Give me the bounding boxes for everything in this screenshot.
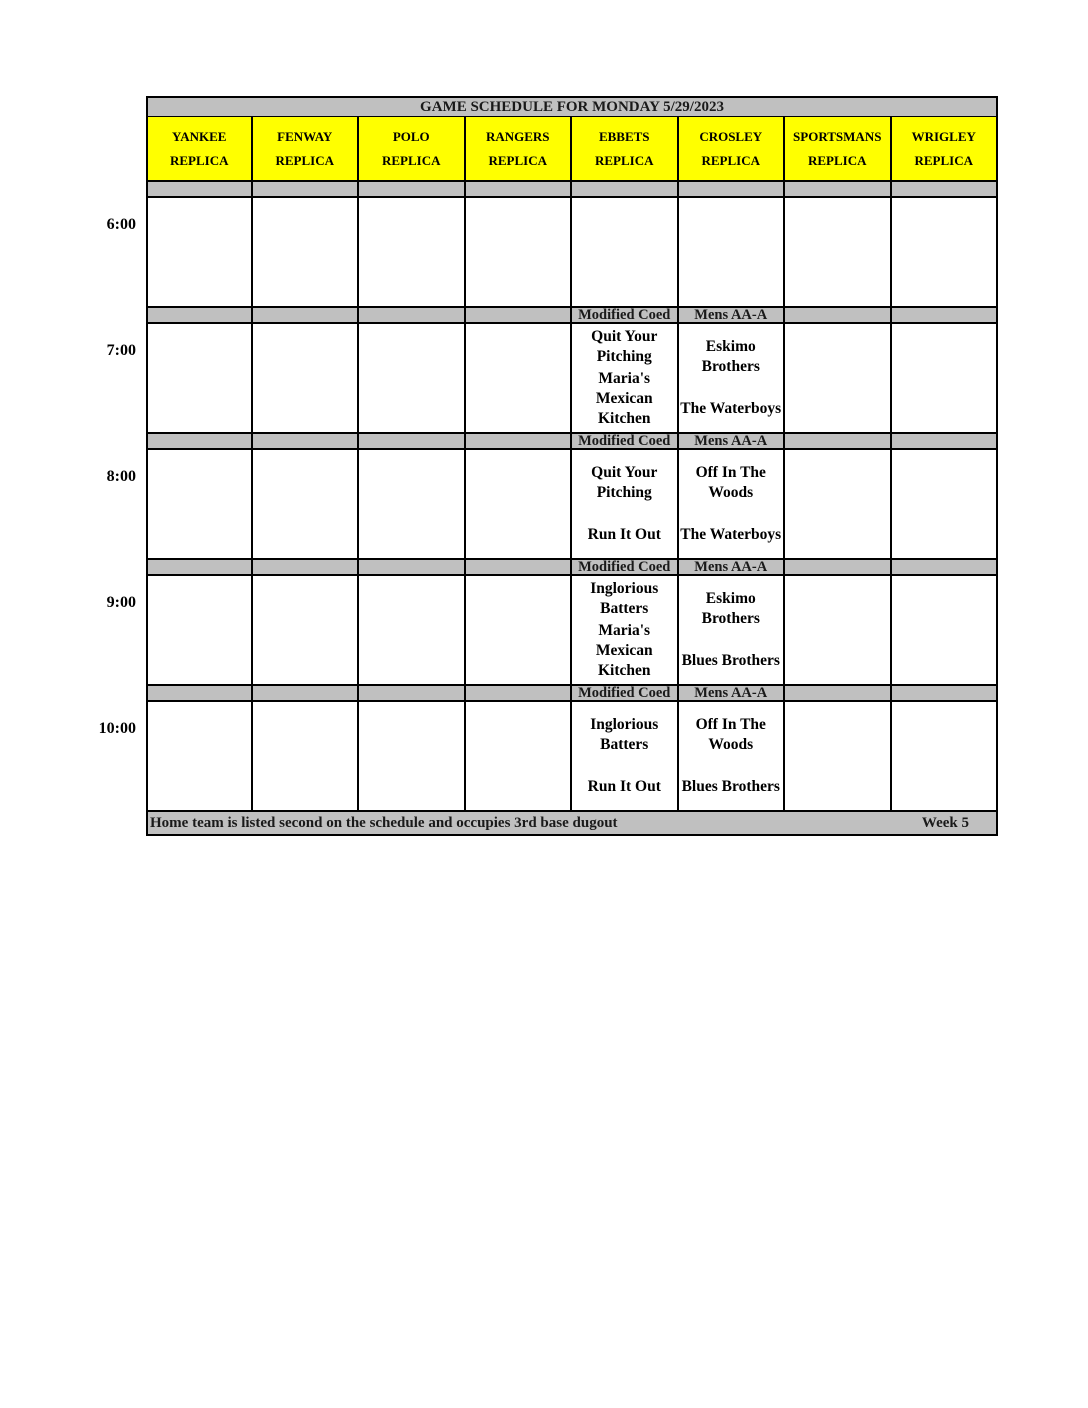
field-subtitle: REPLICA <box>594 153 654 168</box>
division-label <box>892 686 999 702</box>
field-subtitle: REPLICA <box>914 153 973 168</box>
game-cell <box>146 576 253 686</box>
division-row <box>146 560 998 576</box>
field-subtitle: REPLICA <box>807 153 867 168</box>
division-label <box>466 182 573 198</box>
home-team: Run It Out <box>587 778 661 795</box>
division-label <box>679 182 786 198</box>
away-team: Eskimo Brothers <box>701 338 760 375</box>
field-header-ebbets <box>572 117 679 182</box>
division-row <box>146 308 998 324</box>
game-cell <box>146 450 253 560</box>
time-label: 9:00 <box>106 594 136 611</box>
away-team: Inglorious Batters <box>590 580 659 617</box>
field-header-fenway <box>253 117 360 182</box>
division-label <box>785 182 892 198</box>
schedule-table <box>146 96 998 836</box>
time-label: 7:00 <box>106 342 136 359</box>
division-label <box>146 434 253 450</box>
game-cell <box>572 324 679 434</box>
field-subtitle: REPLICA <box>169 153 229 168</box>
away-team: Eskimo Brothers <box>701 590 760 627</box>
field-header-row <box>146 117 998 182</box>
home-team-note: Home team is listed second on the schedule and occupies 3rd base dugout <box>150 815 618 831</box>
game-cell <box>679 450 786 560</box>
division-label: Mens AA-A <box>679 434 786 450</box>
field-header-wrigley <box>892 117 999 182</box>
time-slots <box>146 182 998 812</box>
field-name: RANGERS <box>485 129 550 144</box>
field-subtitle: REPLICA <box>275 153 334 168</box>
game-cell <box>572 576 679 686</box>
home-team: The Waterboys <box>680 400 782 417</box>
division-label <box>253 434 360 450</box>
game-cell <box>359 198 466 308</box>
game-cell <box>359 450 466 560</box>
field-name: WRIGLEY <box>911 129 976 144</box>
game-cell <box>572 450 679 560</box>
division-label <box>253 686 360 702</box>
game-cell <box>253 576 360 686</box>
game-cell <box>785 702 892 812</box>
game-cell <box>466 198 573 308</box>
division-label <box>253 182 360 198</box>
away-team: Off In The Woods <box>695 464 766 501</box>
division-label <box>785 434 892 450</box>
time-label: 8:00 <box>106 468 136 485</box>
division-row <box>146 182 998 198</box>
home-team: The Waterboys <box>680 526 782 543</box>
division-label <box>572 182 679 198</box>
game-row <box>146 198 998 308</box>
game-cell <box>892 450 999 560</box>
division-label: Modified Coed <box>572 560 679 576</box>
division-label: Modified Coed <box>572 308 679 324</box>
game-cell <box>679 702 786 812</box>
field-name: EBBETS <box>598 129 650 144</box>
game-cell <box>785 576 892 686</box>
game-cell <box>359 702 466 812</box>
division-label <box>892 182 999 198</box>
home-team: Maria's Mexican Kitchen <box>595 622 653 679</box>
division-label <box>892 434 999 450</box>
division-label <box>146 686 253 702</box>
game-cell <box>466 324 573 434</box>
division-label <box>146 308 253 324</box>
field-name: SPORTSMANS <box>793 129 882 144</box>
division-row <box>146 686 998 702</box>
division-label <box>359 308 466 324</box>
game-cell <box>785 324 892 434</box>
division-label <box>785 560 892 576</box>
field-name: FENWAY <box>277 129 333 144</box>
game-cell <box>572 198 679 308</box>
game-cell <box>892 702 999 812</box>
game-cell <box>785 198 892 308</box>
division-label <box>359 560 466 576</box>
away-team: Inglorious Batters <box>590 716 659 753</box>
division-label <box>892 308 999 324</box>
division-label <box>359 182 466 198</box>
schedule-title: GAME SCHEDULE FOR MONDAY 5/29/2023 <box>146 96 998 117</box>
field-subtitle: REPLICA <box>488 153 547 168</box>
game-cell <box>679 576 786 686</box>
game-cell <box>892 324 999 434</box>
field-name: POLO <box>392 129 430 144</box>
division-label <box>785 308 892 324</box>
field-subtitle: REPLICA <box>701 153 760 168</box>
schedule-footer <box>146 812 998 836</box>
game-cell <box>785 450 892 560</box>
field-header-crosley <box>679 117 786 182</box>
division-label <box>466 560 573 576</box>
division-label <box>253 560 360 576</box>
division-label <box>359 434 466 450</box>
field-name: CROSLEY <box>699 129 763 144</box>
division-label <box>146 560 253 576</box>
game-cell <box>466 702 573 812</box>
game-cell <box>892 198 999 308</box>
home-team: Run It Out <box>587 526 661 543</box>
field-header-polo <box>359 117 466 182</box>
division-label: Mens AA-A <box>679 308 786 324</box>
game-row <box>146 702 998 812</box>
game-row <box>146 324 998 434</box>
field-name: YANKEE <box>172 129 227 144</box>
time-label: 6:00 <box>106 216 136 233</box>
home-team: Maria's Mexican Kitchen <box>595 370 653 427</box>
division-label <box>892 560 999 576</box>
division-label <box>785 686 892 702</box>
game-cell <box>466 450 573 560</box>
division-label <box>466 308 573 324</box>
division-label <box>359 686 466 702</box>
division-label <box>253 308 360 324</box>
home-team: Blues Brothers <box>681 652 780 669</box>
division-label <box>146 182 253 198</box>
game-cell <box>892 576 999 686</box>
game-row <box>146 576 998 686</box>
field-header-rangers <box>466 117 573 182</box>
division-label: Mens AA-A <box>679 686 786 702</box>
game-cell <box>679 324 786 434</box>
game-cell <box>466 576 573 686</box>
division-label <box>466 434 573 450</box>
field-header-sportsmans <box>785 117 892 182</box>
game-cell <box>359 324 466 434</box>
week-label: Week 5 <box>921 815 969 831</box>
division-label <box>466 686 573 702</box>
game-cell <box>253 450 360 560</box>
game-cell <box>253 702 360 812</box>
division-row <box>146 434 998 450</box>
home-team: Blues Brothers <box>681 778 780 795</box>
game-cell <box>253 198 360 308</box>
field-header-yankee <box>146 117 253 182</box>
game-cell <box>359 576 466 686</box>
game-row <box>146 450 998 560</box>
away-team: Quit Your Pitching <box>591 328 658 365</box>
division-label: Modified Coed <box>572 686 679 702</box>
game-cell <box>572 702 679 812</box>
division-label: Mens AA-A <box>679 560 786 576</box>
game-cell <box>146 324 253 434</box>
game-cell <box>679 198 786 308</box>
game-cell <box>146 702 253 812</box>
game-cell <box>146 198 253 308</box>
away-team: Quit Your Pitching <box>591 464 658 501</box>
game-cell <box>253 324 360 434</box>
away-team: Off In The Woods <box>695 716 766 753</box>
field-subtitle: REPLICA <box>381 153 441 168</box>
division-label: Modified Coed <box>572 434 679 450</box>
time-label: 10:00 <box>98 720 136 737</box>
